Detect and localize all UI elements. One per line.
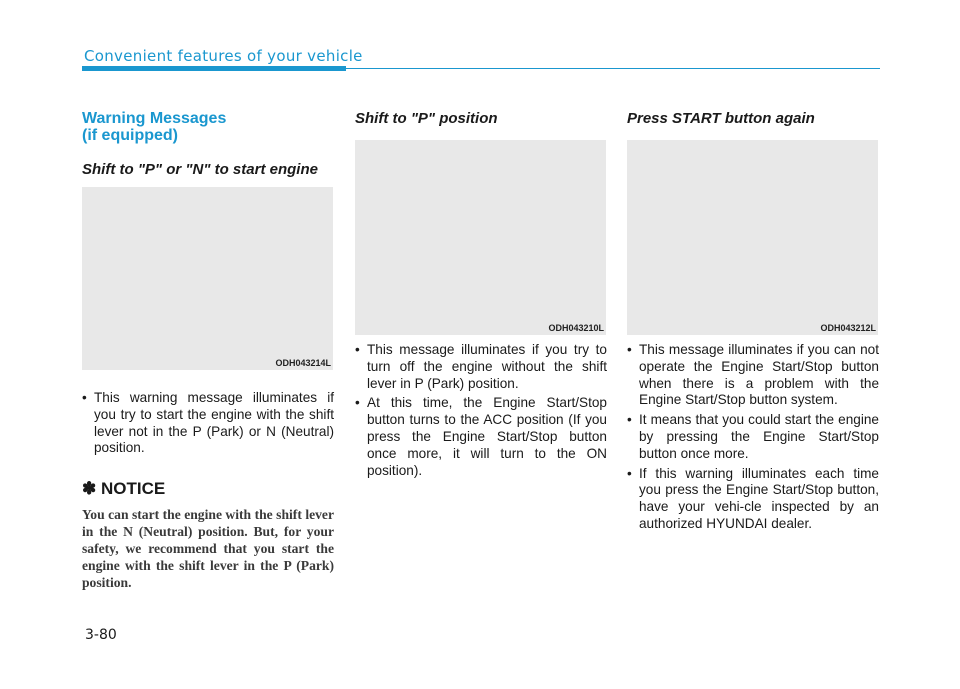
column-3 <box>627 110 879 536</box>
notice-body: You can start the engine with the shift lever in the N (Neutral) position. But, for your safety, we recommend that you start the engine with the shift lever in the P (Park) position. <box>82 507 334 591</box>
warning-image-placeholder <box>82 187 333 370</box>
header-accent-bar <box>82 66 346 71</box>
list-item: • This message illuminates if you try to turn off the engine without the shift lever in P (Park) position. <box>355 342 607 392</box>
subheading-press-start: Press START button again <box>627 110 815 127</box>
list-item: • At this time, the Engine Start/Stop button turns to the ACC position (If you press the Engine Start/Stop button once more, it will turn to the ON position). <box>355 395 607 479</box>
list-item: • This message illuminates if you can not operate the Engine Start/Stop button when there is a problem with the Engine Start/Stop button system. <box>627 342 879 409</box>
notice-label: NOTICE <box>100 479 166 499</box>
subheading-shift-p-or-n: Shift to "P" or "N" to start engine <box>82 161 318 178</box>
column-2 <box>355 110 607 482</box>
section-title <box>82 110 334 144</box>
header-rule <box>346 68 880 69</box>
bullet-list <box>82 390 334 457</box>
page-number: 3-80 <box>85 627 117 643</box>
notice-title <box>82 479 334 499</box>
list-item: • If this warning illuminates each time you press the Engine Start/Stop button, have your vehi-cle inspected by an authorized HYUNDAI dealer. <box>627 466 879 533</box>
notice-star-icon: ✽ <box>82 479 97 499</box>
subheading-shift-p: Shift to "P" position <box>355 110 498 127</box>
image-code: ODH043210L <box>548 323 604 333</box>
column-1 <box>82 110 334 591</box>
section-header-title: Convenient features of your vehicle <box>84 47 363 65</box>
warning-image-placeholder <box>627 140 878 335</box>
list-item: • This warning message illuminates if you try to start the engine with the shift lever not in the P (Park) or N (Neutral) position. <box>82 390 334 457</box>
section-title-line2: (if equipped) <box>82 127 178 144</box>
list-item: • It means that you could start the engine by pressing the Engine Start/Stop button once more. <box>627 412 879 462</box>
section-title-line1: Warning Messages <box>82 110 227 127</box>
image-code: ODH043212L <box>820 323 876 333</box>
bullet-list <box>355 342 607 479</box>
bullet-list <box>627 342 879 533</box>
image-code: ODH043214L <box>275 358 331 368</box>
warning-image-placeholder <box>355 140 606 335</box>
